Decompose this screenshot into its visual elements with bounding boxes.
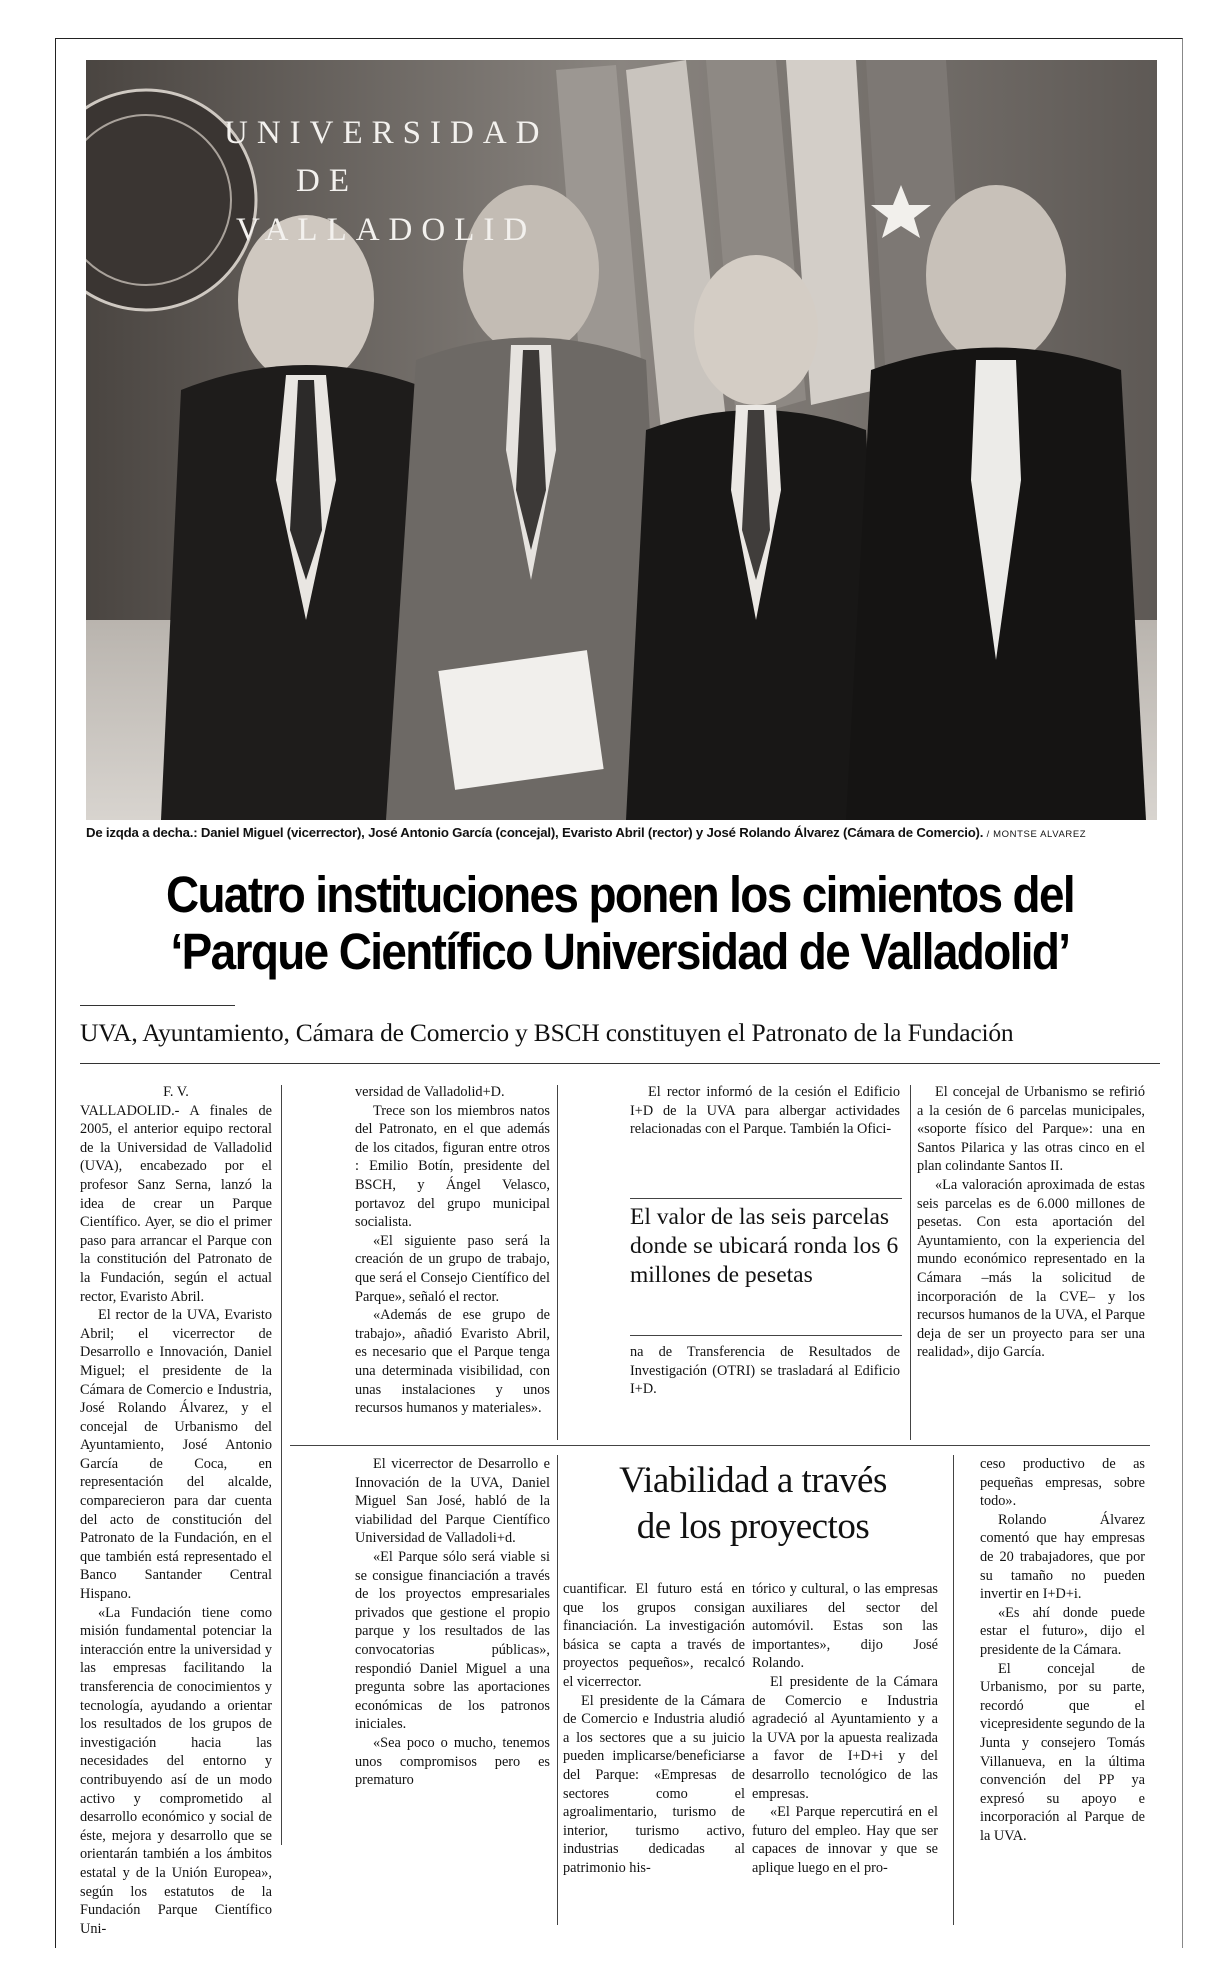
pull-quote-rule-bottom [630,1335,902,1336]
paragraph: El presidente de la Cámara de Comercio e Industria aludió a los sectores que a su juicio pueden implicarse/beneficiarse del Parque: «Empresas de sectores como el agroalimentario, turismo de interior, turismo activo, industrias dedicadas al patrimonio his- [563,1692,745,1876]
paragraph: El rector informó de la cesión el Edificio I+D de la UVA para albergar actividades relacionadas con el Parque. También la Ofici- [630,1084,900,1138]
section-title-line-2: de los proyectos [636,1506,870,1547]
headline [134,866,1106,980]
subheadline: UVA, Ayuntamiento, Cámara de Comercio y BSCH constituyen el Patronato de la Fundación [80,1018,1014,1047]
caption-text: De izqda a decha.: Daniel Miguel (vicerrector), José Antonio García (concejal), Evaristo Abril (rector) y José Rolando Álvarez (Cámara de Comercio). [86,825,984,840]
paragraph: El concejal de Urbanismo se refirió a la cesión de 6 parcelas municipales, «soporte físico del Parque»: una en Santos Pilarica y las otras cinco en el plan colindante Santos II. [917,1084,1145,1175]
paragraph: «Sea poco o mucho, tenemos unos compromisos pero es prematuro [355,1734,550,1789]
rule-short [80,1005,235,1006]
section-divider [290,1445,1150,1446]
bottom-column-2 [355,1455,550,1790]
institution-name-line-2: DE [296,163,358,199]
paragraph: ceso productivo de as pequeñas empresas, sobre todo». [980,1456,1145,1510]
column-3-bottom [630,1343,900,1399]
column-rule [910,1085,911,1440]
column-3-top [630,1083,900,1139]
section-title [563,1458,943,1550]
section-title-line-1: Viabilidad a través [619,1460,887,1501]
institution-name-line-3: VALLADOLID [236,212,537,248]
paragraph: «El siguiente paso será la creación de un grupo de trabajo, que será el Consejo Científico del Parque», señaló el rector. [355,1232,550,1305]
paragraph: El rector de la UVA, Evaristo Abril; el vicerrector de Desarrollo e Innovación, Daniel Miguel; el presidente de la Cámara de Comercio e Industria, José Rolando Álvarez, y el concejal de Urbanismo del Ayuntamiento, José Antonio García de Coca, en representación del alcalde, comparecieron para dar cuenta del acto de constitución del Patronato de la Fundación, en el que también está representado el Banco Santander Central Hispano. [80,1307,272,1603]
bottom-column-4 [752,1580,938,1878]
paragraph: El vicerrector de Desarrollo e Innovación de la UVA, Daniel Miguel San José, habló de la viabilidad del Parque Científico Universidad de Valladoli+d. [355,1456,550,1547]
byline: F. V. [163,1084,189,1100]
column-rule [557,1085,558,1440]
news-photo [86,60,1157,820]
photo-illustration [86,60,1157,820]
pull-quote-rule-top [630,1198,902,1199]
paragraph: «La valoración aproximada de estas seis parcelas es de 6.000 millones de pesetas. Con esta aportación del Ayuntamiento, con la experiencia del mundo económico representado en la Cámara –más la solicitud de incorporación de la CVE– y los recursos humanos de la UVA, el Parque deja de ser un proyecto para ser una realidad», dijo García. [917,1176,1145,1361]
pull-quote: El valor de las seis parcelas donde se ubicará ronda los 6 millones de pesetas [630,1204,899,1288]
paragraph: El presidente de la Cámara de Comercio e Industria agradeció al Ayuntamiento y a la UVA por la apuesta realizada a favor de I+D+i y del desarrollo tecnológico de las empresas. [752,1673,938,1802]
column-4 [917,1083,1145,1362]
paragraph: «El Parque repercutirá en el futuro del empleo. Hay que ser capaces de innovar y que se aplique luego en el pro- [752,1804,938,1876]
paragraph: Rolando Álvarez comentó que hay empresas de 20 trabajadores, que por su tamaño no pueden invertir en I+D+i. [980,1511,1145,1603]
paragraph: El concejal de Urbanismo, por su parte, recordó que el vicepresidente segundo de la Junta y consejero Tomás Villanueva, en la última convención del PP ya expresó su apoyo e incorporación al Parque de la UVA. [980,1660,1145,1844]
paragraph: Trece son los miembros natos del Patronato, en el que además de los citados, figuran entre otros : Emilio Botín, presidente del BSCH, y Ángel Velasco, portavoz del grupo municipal socialista. [355,1102,550,1231]
paragraph: versidad de Valladolid+D. [355,1084,505,1100]
paragraph: «El Parque sólo será viable si se consigue financiación a través de los proyectos empresariales privados que gestione el propio parque y los resultados de las convocatorias públicas», respondió Daniel Miguel a una pregunta sobre las aportaciones económicas de los patronos iniciales. [355,1548,550,1733]
paragraph: «Además de ese grupo de trabajo», añadió Evaristo Abril, es necesario que el Parque tenga una determinada visibilidad, con unas instalaciones y unos recursos humanos y materiales». [355,1307,550,1417]
headline-line-1: Cuatro instituciones ponen los cimientos del [165,866,1075,923]
paragraph: «Es ahí donde puede estar el futuro», dijo el presidente de la Cámara. [980,1604,1145,1658]
photo-credit: / MONTSE ALVAREZ [986,829,1087,840]
institution-name-line-1: UNIVERSIDAD [224,115,549,151]
photo-caption [86,825,1157,840]
column-rule [281,1085,282,1845]
bottom-column-3 [563,1580,745,1878]
rule-long [80,1063,1160,1064]
bottom-column-5 [980,1455,1145,1845]
column-2 [355,1083,550,1418]
paragraph: «La Fundación tiene como misión fundamental potenciar la interacción entre la universidad y las empresas facilitando la transferencia de conocimientos y tecnología, ayudando a orientar los resultados de los grupos de investigación hacia las necesidades del entorno y contribuyendo así de un modo activo y comprometido al desarrollo económico y social de éste, mejora y desarrollo que se orientarán también a los ámbitos estatal y de la Unión Europea», según los estatutos de la Fundación Parque Científico Uni- [80,1604,272,1937]
paragraph: tórico y cultural, o las empresas auxiliares del sector del automóvil. Estas son las importantes», dijo José Rolando. [752,1581,938,1672]
column-rule [953,1455,954,1925]
headline-line-2: ‘Parque Científico Universidad de Valladolid’ [170,923,1070,980]
column-rule [557,1455,558,1925]
paragraph: VALLADOLID.- A finales de 2005, el anterior equipo rectoral de la Universidad de Valladolid (UVA), encabezado por el profesor Sanz Serna, lanzó la idea de crear un Parque Científico. Ayer, se dio el primer paso para arrancar el Parque con la constitución del Patronato de la Fundación, según el actual rector, Evaristo Abril. [80,1102,272,1305]
paragraph: na de Transferencia de Resultados de Investigación (OTRI) se trasladará al Edificio I+D. [630,1344,900,1398]
column-1 [80,1083,272,1938]
paragraph: cuantificar. El futuro está en que los grupos consigan financiación. La investigación básica se capta a través de proyectos pequeños», recalcó el vicerrector. [563,1581,745,1690]
